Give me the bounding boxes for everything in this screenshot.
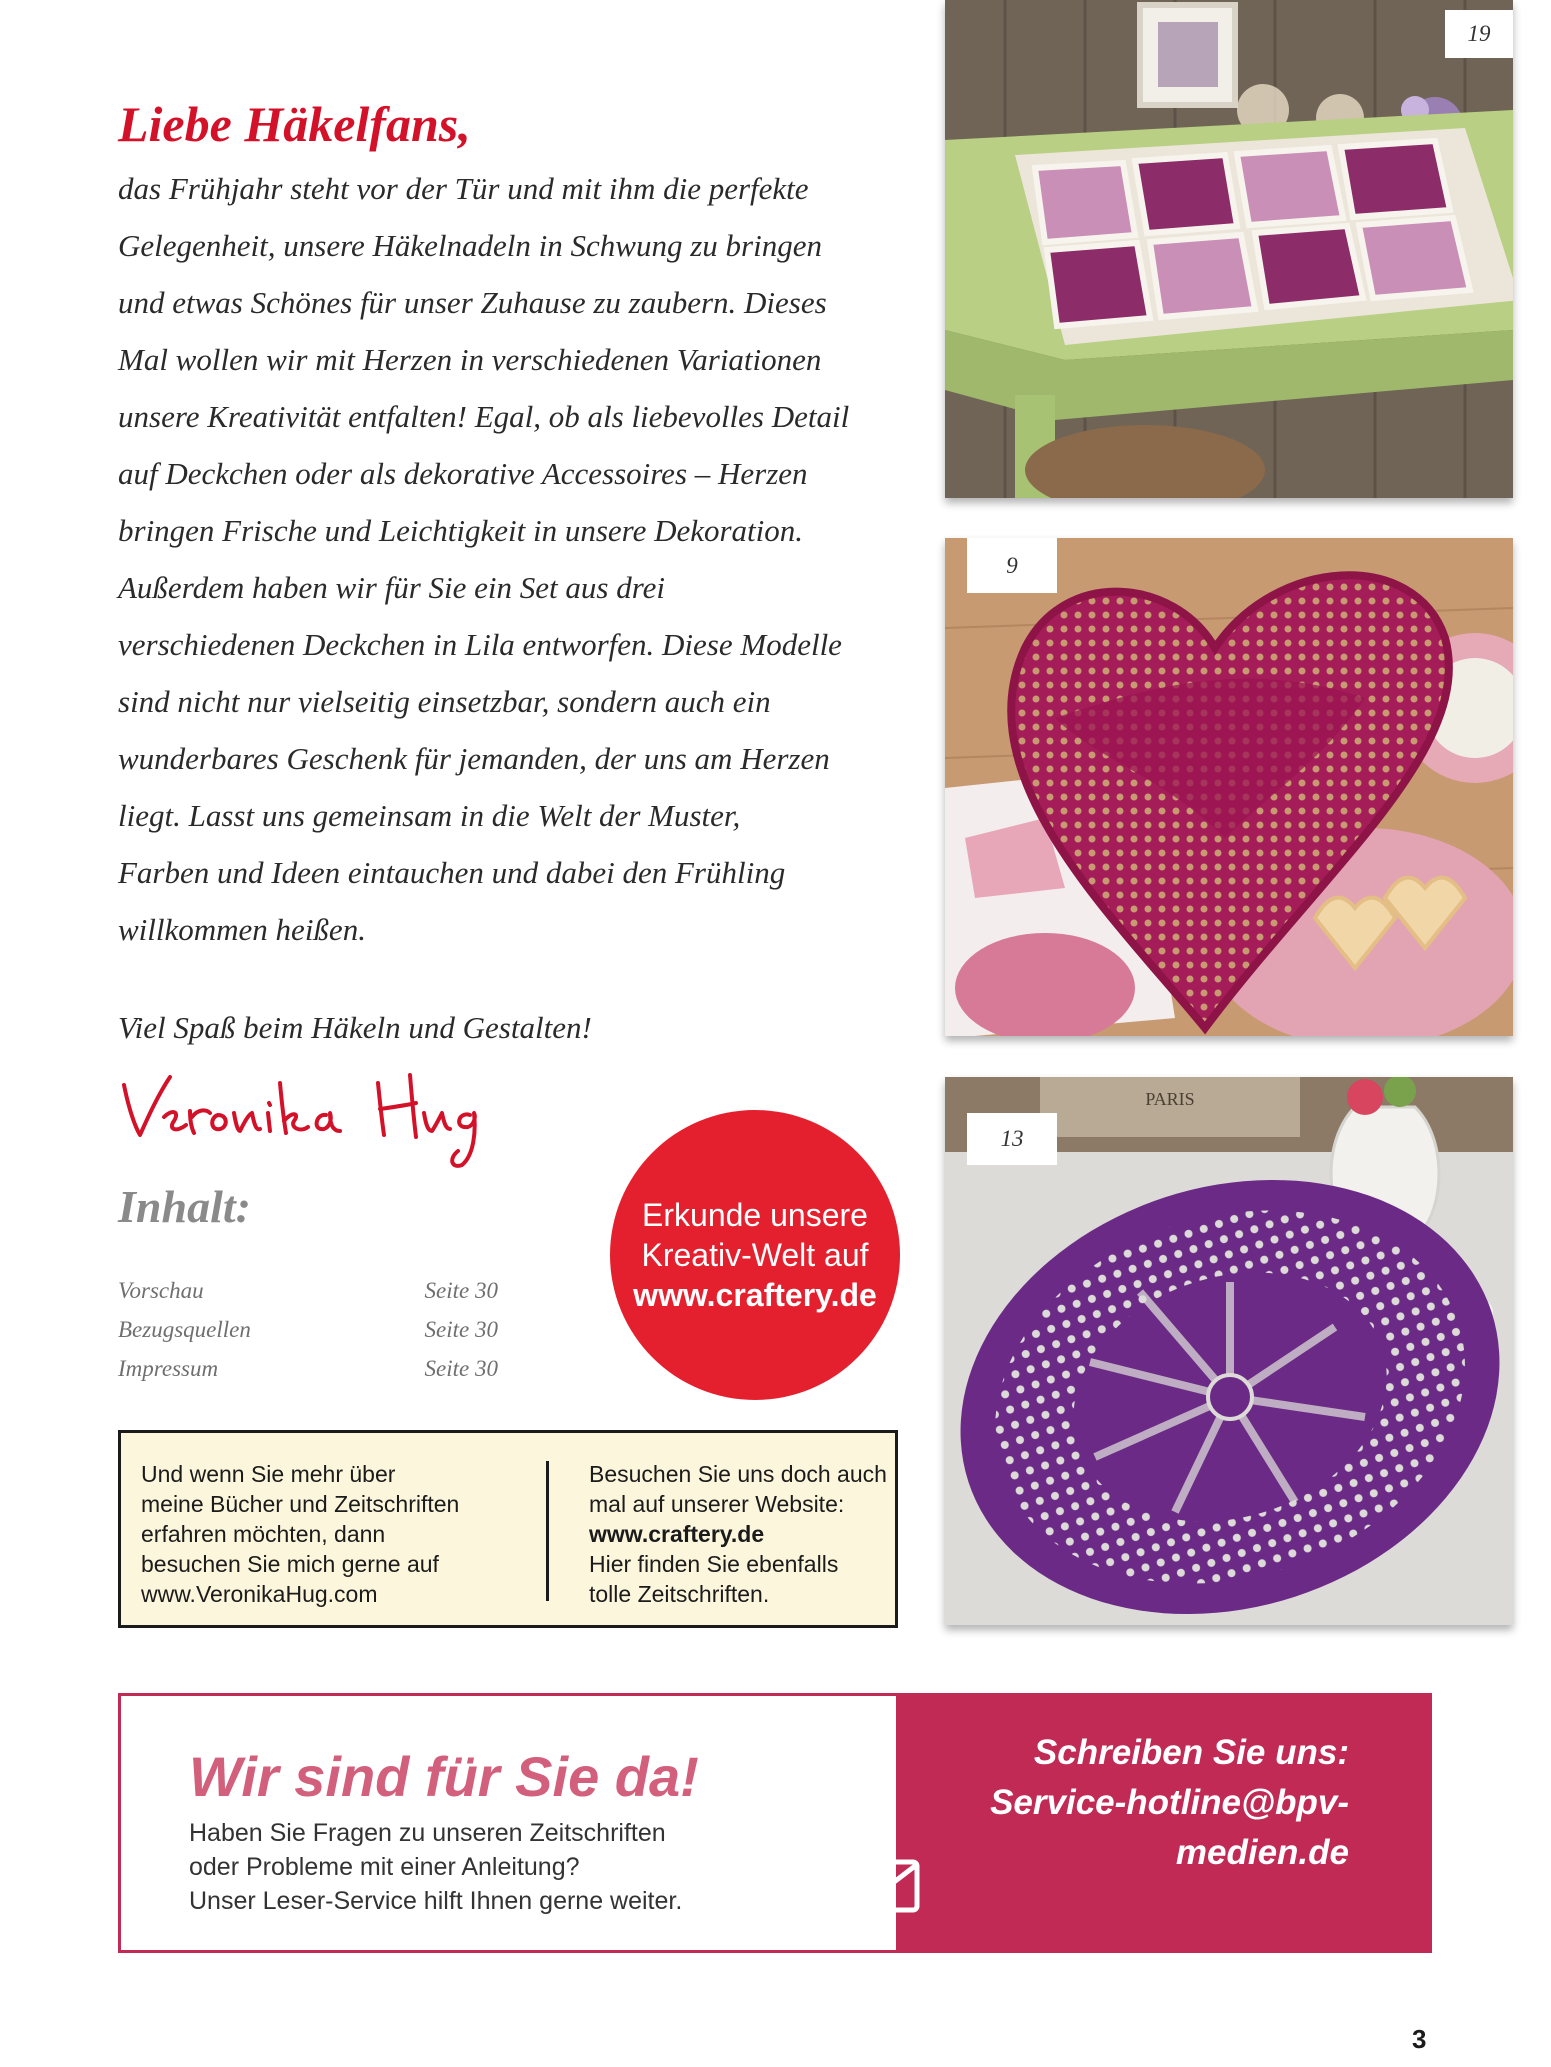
info-line: besuchen Sie mich gerne auf <box>141 1551 439 1577</box>
intro-line: bringen Frische und Leichtigkeit in unsere Dekoration. <box>118 513 804 548</box>
reader-service-box <box>118 1693 1432 1953</box>
intro-line: Farben und Ideen eintauchen und dabei den Frühling <box>118 855 786 890</box>
photo-oval-doily <box>945 1077 1513 1625</box>
greeting-heading: Liebe Häkelfans, <box>118 96 471 152</box>
info-line: Hier finden Sie ebenfalls <box>589 1551 839 1577</box>
intro-line: Mal wollen wir mit Herzen in verschiedenen Variationen <box>118 342 822 377</box>
photo-table-runner <box>945 0 1513 498</box>
page-ref-tag: 13 <box>967 1113 1057 1165</box>
veronikahug-link[interactable]: www.VeronikaHug.com <box>141 1581 378 1607</box>
info-line: Besuchen Sie uns doch auch <box>589 1461 887 1487</box>
page-ref-tag: 19 <box>1445 10 1513 58</box>
contents-title: Inhalt: <box>118 1181 251 1232</box>
contents-item-page: Seite 30 <box>424 1278 498 1303</box>
page-ref-tag: 9 <box>967 538 1057 593</box>
intro-line: sind nicht nur vielseitig einsetzbar, sondern auch ein <box>118 684 771 719</box>
intro-line: unsere Kreativität entfalten! Egal, ob als liebevolles Detail <box>118 399 850 434</box>
service-email[interactable]: Service-hotline@bpv- <box>990 1783 1349 1822</box>
service-line: Unser Leser-Service hilft Ihnen gerne weiter. <box>189 1887 683 1915</box>
intro-line: das Frühjahr steht vor der Tür und mit ihm die perfekte <box>118 171 809 206</box>
intro-line: auf Deckchen oder als dekorative Accessoires – Herzen <box>118 456 808 491</box>
intro-line: liegt. Lasst uns gemeinsam in die Welt der Muster, <box>118 798 741 833</box>
closing-line: Viel Spaß beim Häkeln und Gestalten! <box>118 1010 592 1045</box>
intro-line: Außerdem haben wir für Sie ein Set aus drei <box>118 570 666 605</box>
service-body <box>189 1816 682 1918</box>
page-number: 3 <box>1412 2024 1427 2054</box>
contents-item-page: Seite 30 <box>424 1317 498 1342</box>
service-line: oder Probleme mit einer Anleitung? <box>189 1853 580 1881</box>
intro-line: und etwas Schönes für unser Zuhause zu zaubern. Dieses <box>118 285 827 320</box>
intro-line: willkommen heißen. <box>118 912 366 947</box>
info-right-column <box>589 1459 887 1609</box>
info-divider <box>546 1461 549 1601</box>
heart-doily-image <box>945 538 1513 1036</box>
promo-line: Kreativ-Welt auf <box>641 1237 869 1273</box>
intro-line: Gelegenheit, unsere Häkelnadeln in Schwung zu bringen <box>118 228 822 263</box>
craftery-link[interactable]: www.craftery.de <box>589 1521 765 1547</box>
paris-sign-text: PARIS <box>1145 1089 1195 1109</box>
contents-item[interactable] <box>118 1317 498 1356</box>
service-line: Haben Sie Fragen zu unseren Zeitschriften <box>189 1819 666 1847</box>
contents-item-label: Impressum <box>118 1356 219 1381</box>
info-line: mal auf unserer Website: <box>589 1491 845 1517</box>
service-title: Wir sind für Sie da! <box>189 1745 699 1808</box>
service-contact <box>990 1728 1349 1878</box>
intro-line: wunderbares Geschenk für jemanden, der uns am Herzen <box>118 741 830 776</box>
contents-item[interactable] <box>118 1356 498 1395</box>
info-line: tolle Zeitschriften. <box>589 1581 770 1607</box>
info-line: erfahren möchten, dann <box>141 1521 386 1547</box>
envelope-icon <box>841 1856 921 1916</box>
promo-line: Erkunde unsere <box>642 1197 868 1233</box>
info-line: Und wenn Sie mehr über <box>141 1461 396 1487</box>
promo-url[interactable]: www.craftery.de <box>633 1277 877 1313</box>
service-email[interactable]: medien.de <box>1175 1833 1349 1872</box>
contents-item-page: Seite 30 <box>424 1356 498 1381</box>
intro-line: verschiedenen Deckchen in Lila entworfen. Diese Modelle <box>118 627 842 662</box>
contents-item-label: Vorschau <box>118 1278 204 1303</box>
craftery-promo-badge[interactable] <box>610 1110 900 1400</box>
contents-item-label: Bezugsquellen <box>118 1317 251 1342</box>
info-box <box>118 1430 898 1628</box>
contents-item[interactable] <box>118 1278 498 1317</box>
service-write-label: Schreiben Sie uns: <box>1033 1733 1349 1772</box>
table-runner-image <box>945 0 1513 498</box>
contents-list <box>118 1278 498 1395</box>
info-line: meine Bücher und Zeitschriften <box>141 1491 460 1517</box>
signature <box>118 1065 498 1175</box>
info-left-column <box>141 1459 459 1609</box>
intro-text <box>118 160 938 958</box>
photo-heart-doily <box>945 538 1513 1036</box>
